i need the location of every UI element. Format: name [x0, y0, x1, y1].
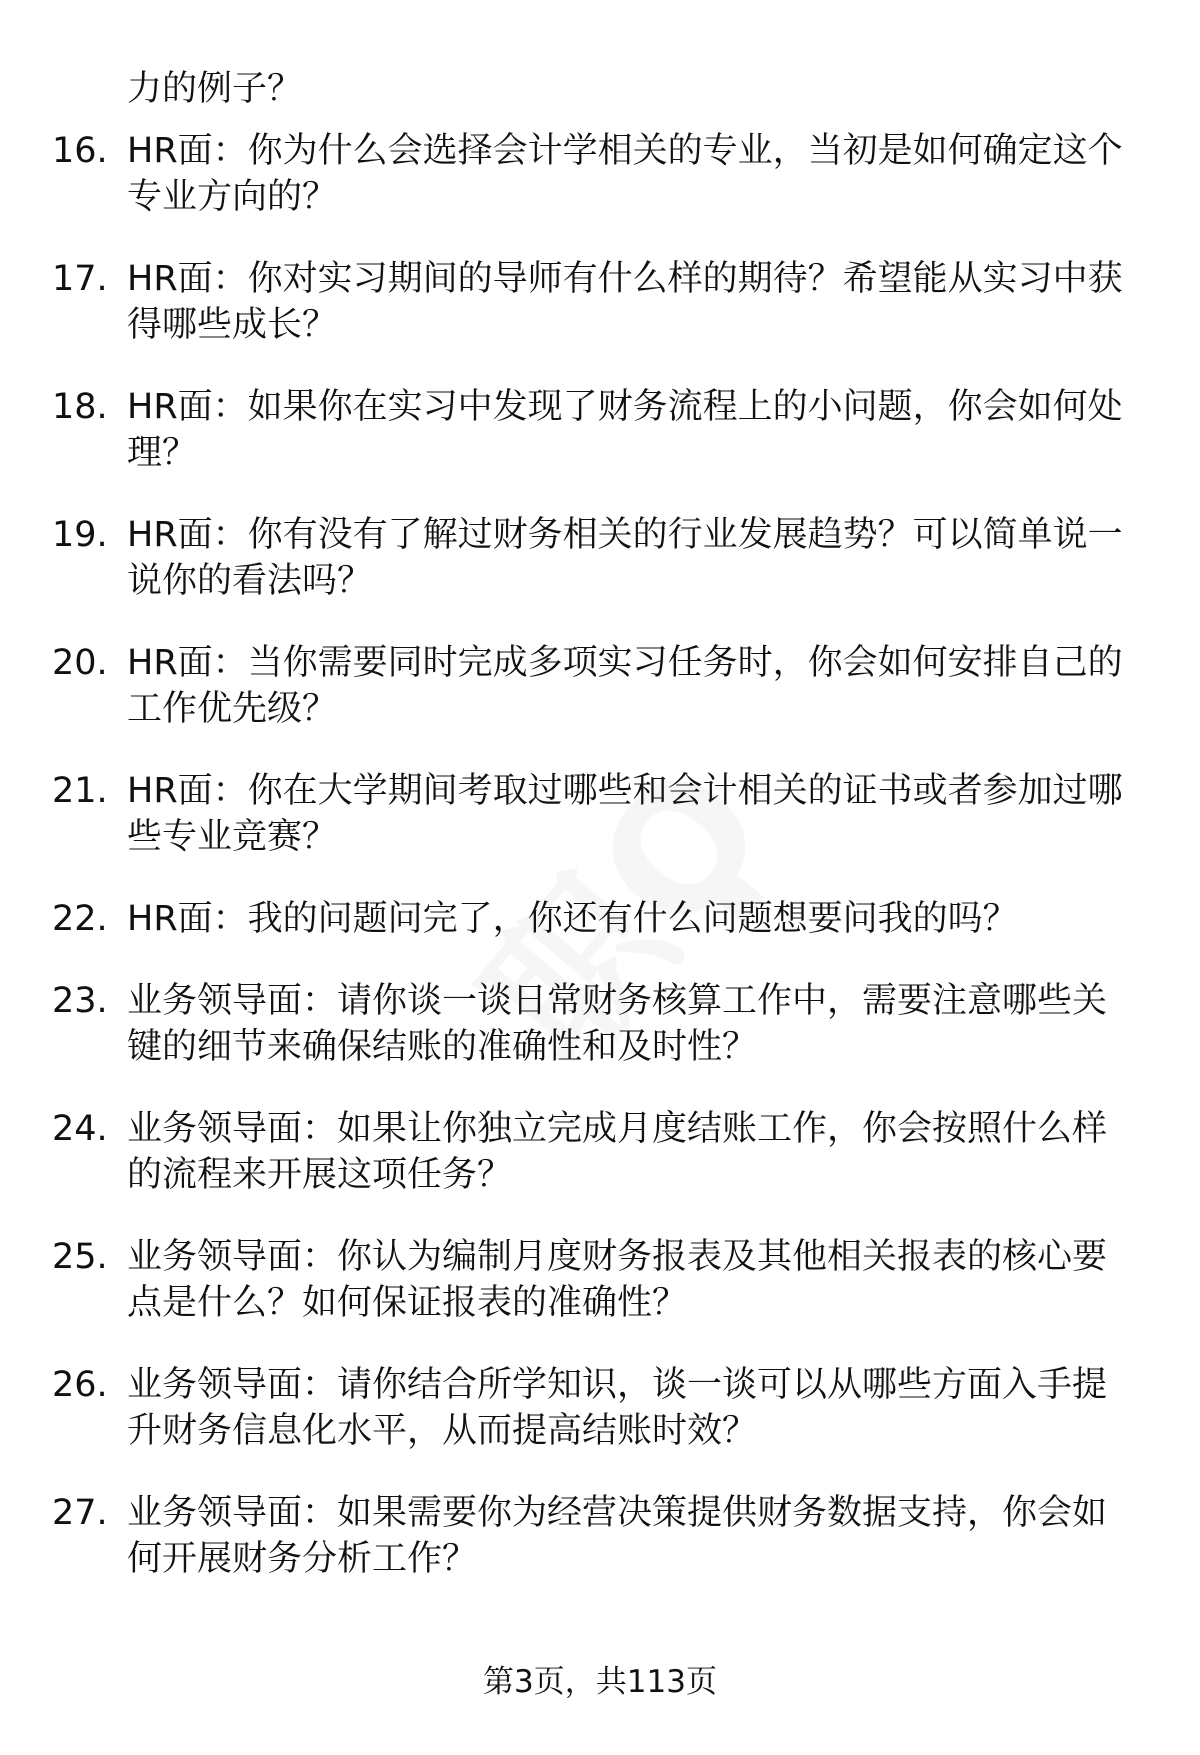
question-item — [0, 768, 1200, 896]
question-item — [0, 384, 1200, 512]
question-list — [0, 128, 1200, 1618]
question-text-line: HR面：你有没有了解过财务相关的行业发展趋势？可以简单说一 — [127, 515, 1123, 555]
question-number: 24. — [52, 1109, 108, 1149]
question-item — [0, 978, 1200, 1106]
question-number: 20. — [52, 643, 108, 683]
question-item — [0, 1234, 1200, 1362]
question-text-line: HR面：你对实习期间的导师有什么样的期待？希望能从实习中获 — [127, 259, 1123, 299]
question-number: 17. — [52, 259, 108, 299]
question-number: 16. — [52, 131, 108, 171]
question-text-line: 何开展财务分析工作？ — [127, 1539, 478, 1579]
question-text-line: 的流程来开展这项任务？ — [127, 1155, 513, 1195]
question-text-line: HR面：我的问题问完了，你还有什么问题想要问我的吗？ — [127, 899, 1018, 939]
question-item — [0, 1490, 1200, 1618]
question-number: 18. — [52, 387, 108, 427]
question-text-line: 专业方向的？ — [127, 177, 338, 217]
question-number: 27. — [52, 1493, 108, 1533]
question-text-line: HR面：如果你在实习中发现了财务流程上的小问题，你会如何处 — [127, 387, 1123, 427]
question-text-line: 点是什么？如何保证报表的准确性？ — [127, 1283, 688, 1323]
question-text — [127, 640, 1159, 732]
question-number: 22. — [52, 899, 108, 939]
question-item — [0, 896, 1200, 978]
question-number: 25. — [52, 1237, 108, 1277]
question-text-line: 业务领导面：请你谈一谈日常财务核算工作中，需要注意哪些关 — [127, 981, 1108, 1021]
question-item — [0, 640, 1200, 768]
question-text-line: 升财务信息化水平，从而提高结账时效？ — [127, 1411, 758, 1451]
question-item — [0, 256, 1200, 384]
question-text — [127, 384, 1159, 476]
question-text-line: 理？ — [127, 433, 198, 473]
question-item — [0, 512, 1200, 640]
question-text-line: 说你的看法吗？ — [127, 561, 373, 601]
question-number: 21. — [52, 771, 108, 811]
question-text — [127, 512, 1159, 604]
question-text-line: 键的细节来确保结账的准确性和及时性？ — [127, 1027, 758, 1067]
question-text-line: HR面：当你需要同时完成多项实习任务时，你会如何安排自己的 — [127, 643, 1123, 683]
question-text — [127, 1106, 1159, 1198]
question-text — [127, 1234, 1159, 1326]
question-text — [127, 1490, 1159, 1582]
question-text — [127, 256, 1159, 348]
question-text-line: 工作优先级？ — [127, 689, 338, 729]
question-number: 23. — [52, 981, 108, 1021]
question-item — [0, 1106, 1200, 1234]
question-text-line: HR面：你在大学期间考取过哪些和会计相关的证书或者参加过哪 — [127, 771, 1123, 811]
question-number: 26. — [52, 1365, 108, 1405]
question-text-line: 业务领导面：如果需要你为经营决策提供财务数据支持，你会如 — [127, 1493, 1108, 1533]
question-text — [127, 128, 1159, 220]
question-text — [127, 1362, 1159, 1454]
question-text-line: 业务领导面：如果让你独立完成月度结账工作，你会按照什么样 — [127, 1109, 1108, 1149]
question-number: 19. — [52, 515, 108, 555]
question-text-line: 业务领导面：请你结合所学知识，谈一谈可以从哪些方面入手提 — [127, 1365, 1108, 1405]
question-text-line: 业务领导面：你认为编制月度财务报表及其他相关报表的核心要 — [127, 1237, 1108, 1277]
continuation-line: 力的例子？ — [127, 69, 303, 109]
question-text — [127, 768, 1159, 860]
question-text-line: 些专业竞赛？ — [127, 817, 338, 857]
question-text-line: HR面：你为什么会选择会计学相关的专业，当初是如何确定这个 — [127, 131, 1123, 171]
question-text — [127, 978, 1159, 1070]
page-footer: 第3页，共113页 — [483, 1664, 717, 1700]
question-item — [0, 1362, 1200, 1490]
question-text — [127, 896, 1159, 942]
question-text-line: 得哪些成长？ — [127, 305, 338, 345]
question-item — [0, 128, 1200, 256]
